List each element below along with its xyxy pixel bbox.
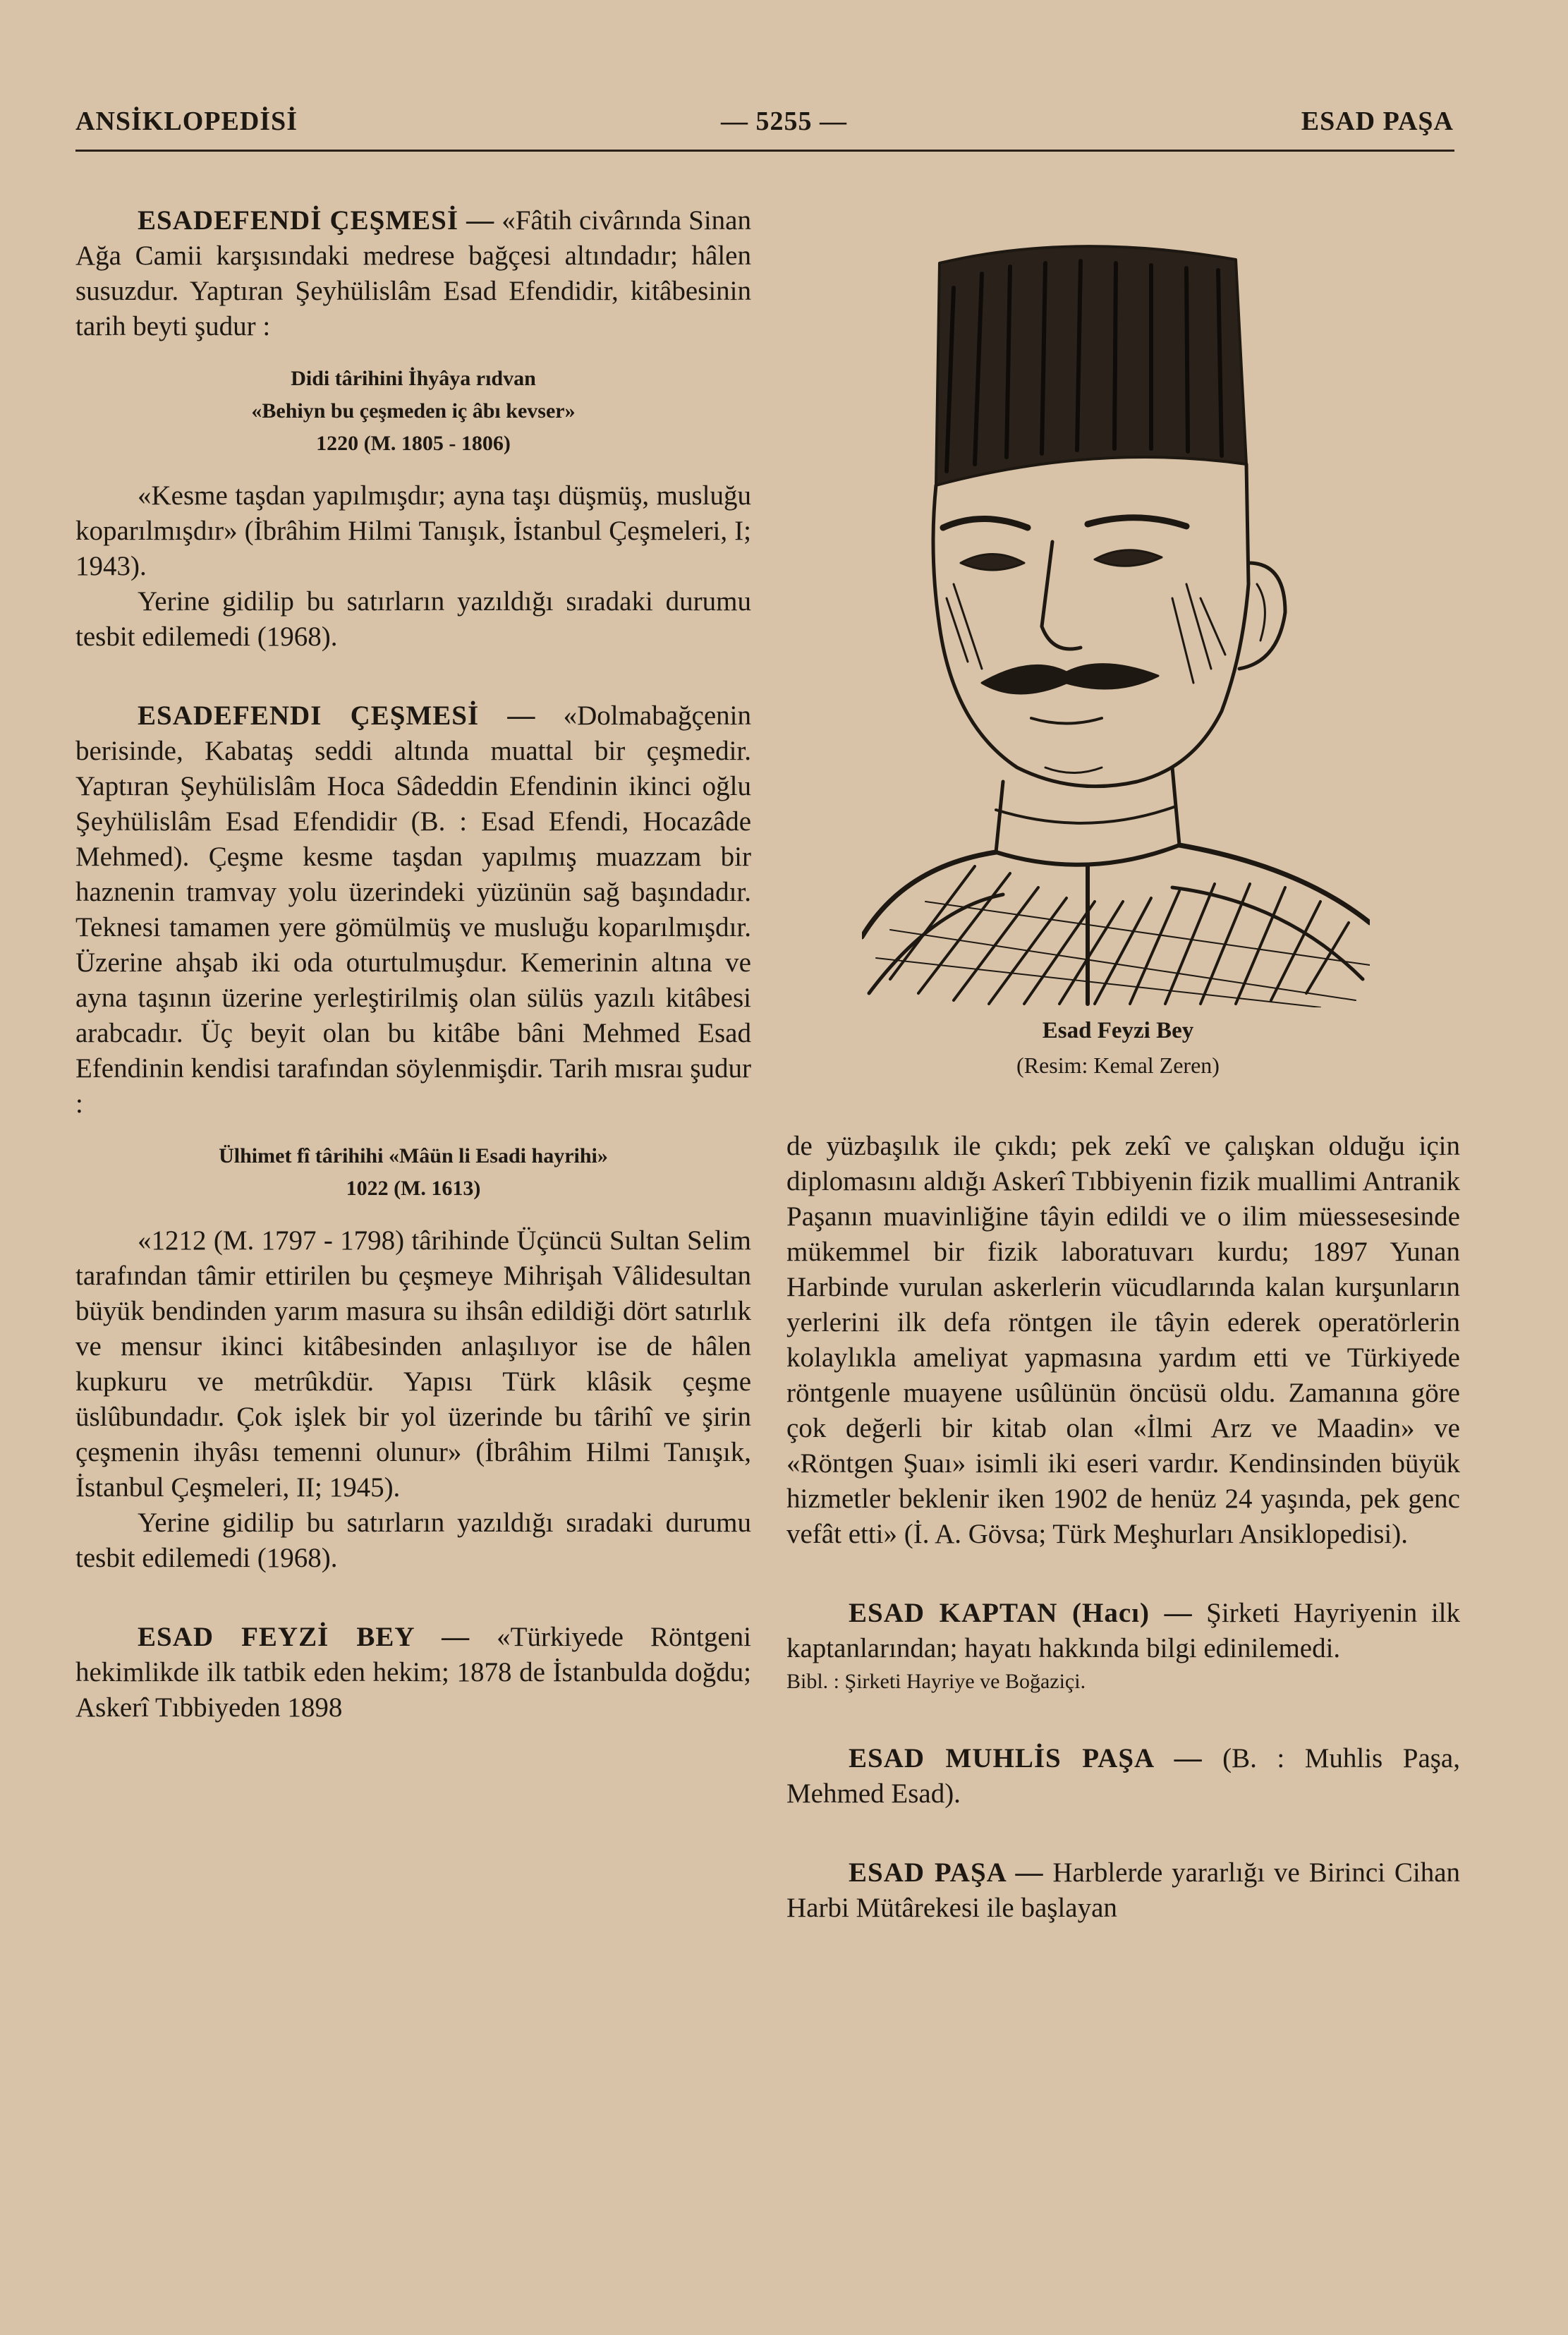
portrait-illustration [862, 231, 1370, 1007]
portrait-caption-credit: (Resim: Kemal Zeren) [1016, 1053, 1220, 1078]
running-head-right: ESAD PAŞA [1301, 107, 1454, 136]
running-head-left: ANSİKLOPEDİSİ [75, 107, 298, 136]
paragraph: Yerine gidilip bu satırların yazıldığı sıradaki durumu tesbit edilemedi (1968). [75, 586, 751, 652]
entry-heading: ESADEFENDİ ÇEŞMESİ — [138, 205, 495, 236]
verse-date: 1220 (M. 1805 - 1806) [316, 432, 511, 455]
entry-esad-kaptan [786, 1596, 1460, 1666]
entry-esad-feyzi-bey [75, 1620, 751, 1726]
entry-text: «Türkiyede Röntgeni hekimlikde ilk tatbik eden hekim; 1878 de İstanbulda doğdu; Askerî Tıbbiyeden 1898 [75, 1622, 751, 1723]
entry-esadefendi-cesmesi-fatih [75, 203, 751, 344]
header-rule [75, 150, 1454, 152]
entry-text: «Dolmabağçenin berisinde, Kabataş seddi altında muattal bir çeşmedir. Yaptıran Şeyhülislâm Hoca Sâdeddin Efendinin ikinci oğlu Şeyhülislâm Esad Efendidir (B. : Esad Efendi, Hocazâde Mehmed). Çeşme kesme taşdan yapılmış muazzam bir haznenin tramvay yolu üzerindeki yüzünün sağ başındadır. Teknesi tamamen yere gömülmüş ve musluğu koparılmışdır. Üzerine ahşab iki oda oturtulmuşdur. Kemerinin altına ve ayna taşının üzerine yerleştirilmiş olan sülüs yazılı kitâbesi arabcadır. Üç beyit olan bu kitâbe bâni Mehmed Esad Efendinin kendisi tarafından söylenmişdir. Tarih mısraı şudur : [75, 700, 751, 1119]
right-column [786, 1129, 1460, 1926]
portrait-caption-name: Esad Feyzi Bey [1042, 1018, 1194, 1043]
verse-date: 1022 (M. 1613) [346, 1177, 481, 1200]
entry-text: (B. : Muhlis Paşa, Mehmed Esad). [786, 1743, 1460, 1809]
entry-heading: ESAD KAPTAN (Hacı) — [849, 1598, 1193, 1628]
paragraph: «Kesme taşdan yapılmışdır; ayna taşı düşmüş, musluğu koparılmışdır» (İbrâhim Hilmi Tanışık, İstanbul Çeşmeleri, I; 1943). [75, 480, 751, 581]
paragraph: «1212 (M. 1797 - 1798) târihinde Üçüncü Sultan Selim tarafından tâmir ettirilen bu çeşmeye Mihrişah Vâlidesultan büyük bendinden yarım masura su ihsân edildiği dört satırlık ve mensur ikinci kitâbesinden anlaşılıyor ise de hâlen kupkuru ve metrûkdür. Yapısı Türk klâsik çeşme üslûbundadır. Çok işlek bir yol üzerinde bu târihî ve şirin çeşmenin ihyâsı temenni olunur» (İbrâhim Hilmi Tanışık, İstanbul Çeşmeleri, II; 1945). [75, 1225, 751, 1503]
entry-text: Harblerde yararlığı ve Birinci Cihan Harbi Mütârekesi ile başlayan [786, 1857, 1461, 1923]
entry-text: Şirketi Hayriyenin ilk kaptanlarından; hayatı hakkında bilgi edinilemedi. [786, 1598, 1460, 1663]
paragraph: Yerine gidilip bu satırların yazıldığı sıradaki durumu tesbit edilemedi (1968). [75, 1508, 751, 1573]
verse-line: «Behiyn bu çeşmeden iç âbı kevser» [251, 399, 576, 423]
paragraph: de yüzbaşılık ile çıkdı; pek zekî ve çalışkan olduğu için diplomasını aldığı Askerî Tıbbiyenin fizik muallimi Antranik Paşanın muavinliğine tâyin edildi ve o ilim müessesesinde mükemmel bir fizik laboratuvarı kurdu; 1897 Yunan Harbinde vurulan askerlerin vücudlarında kalan kurşunların yerlerini ilk defa röntgen ile tâyin ederek operatörlerin kolaylıkla ameliyat yapmasına yardım etti ve Türkiyede röntgenle muayene usûlünün öncüsü oldu. Zamanına göre çok değerli bir kitab olan «İlmi Arz ve Maadin» ve «Röntgen Şuaı» isimli iki eseri vardır. Kendinsinden büyük hizmetler beklenir iken 1902 de henüz 24 yaşında, pek genc vefât etti» (İ. A. Gövsa; Türk Meşhurları Ansiklopedisi). [786, 1131, 1460, 1549]
entry-heading: ESAD FEYZİ BEY — [138, 1622, 470, 1652]
bibliography: Bibl. : Şirketi Hayriye ve Boğaziçi. [786, 1670, 1086, 1693]
page-number: — 5255 — [721, 107, 847, 136]
entry-heading: ESAD MUHLİS PAŞA — [849, 1743, 1203, 1773]
entry-heading: ESADEFENDI ÇEŞMESİ — [138, 700, 536, 731]
entry-esadefendi-cesmesi-dolmabahce [75, 698, 751, 1122]
left-column [75, 203, 751, 1726]
verse-line: Ülhimet fî târihihi «Mâün li Esadi hayrihi» [219, 1144, 608, 1168]
entry-esad-pasa [786, 1855, 1460, 1926]
entry-esad-muhlis-pasa [786, 1741, 1460, 1812]
verse-line: Didi târihini İhyâya rıdvan [291, 367, 536, 390]
entry-text: «Fâtih civârında Sinan Ağa Camii karşısındaki medrese bağçesi altındadır; hâlen susuzdur. Yaptıran Şeyhülislâm Esad Efendidir, kitâbesinin tarih beyti şudur : [75, 205, 751, 341]
entry-heading: ESAD PAŞA — [849, 1857, 1044, 1888]
